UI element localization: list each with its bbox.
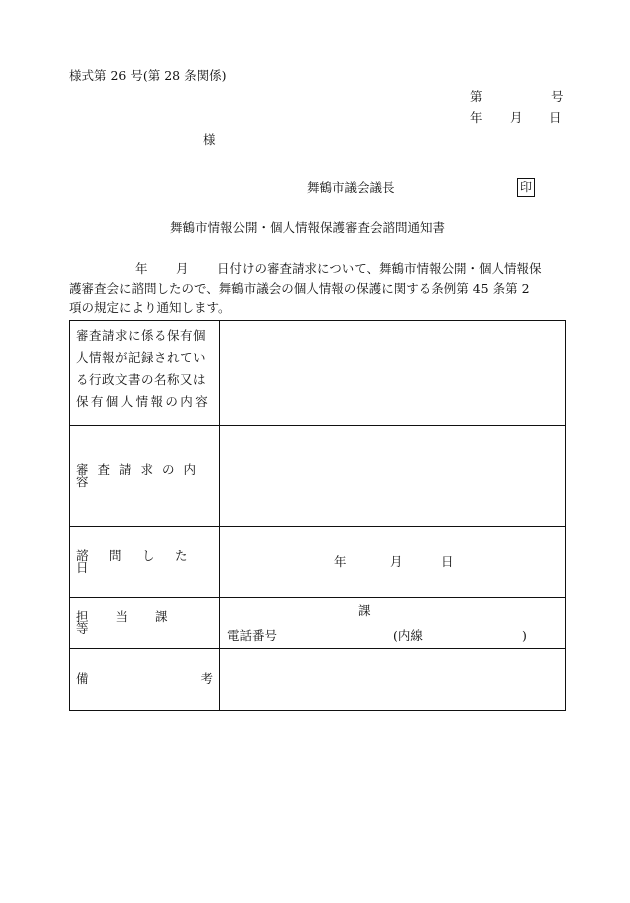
body-month: 月: [176, 261, 189, 276]
consult-date-day: 日: [441, 554, 454, 569]
row2-label: [76, 461, 213, 489]
consult-date-month: 月: [390, 554, 403, 569]
row1-label: [76, 325, 213, 413]
row1-label-line: る行政文書の名称又は: [76, 371, 207, 387]
row5-label-char: 考: [200, 670, 213, 686]
row4-label: [76, 608, 213, 636]
row5-label-text: [76, 668, 213, 690]
number-go: 号: [551, 89, 564, 104]
row1-label-line: 審査請求に係る保有個: [76, 327, 207, 343]
extension-close: ): [522, 628, 527, 643]
form-table: [69, 320, 566, 711]
section-suffix: 課: [358, 603, 371, 618]
addressee-suffix: 様: [203, 132, 216, 147]
sender-title: 舞鶴市議会議長: [307, 180, 395, 195]
row2-label-text: 審査請求の内容: [76, 461, 206, 489]
table-row-divider: [70, 648, 565, 649]
date-day: 日: [549, 110, 562, 125]
extension-open: (内線: [393, 628, 423, 643]
body-line-3: 項の規定により通知します。: [69, 300, 231, 315]
seal-box: 印: [517, 178, 535, 197]
row4-label-text: 担当課等: [76, 608, 195, 636]
table-row-divider: [70, 425, 565, 426]
form-number: 様式第 26 号(第 28 条関係): [69, 68, 227, 83]
row5-label: [76, 668, 213, 690]
table-column-divider: [219, 321, 220, 710]
row3-label: [76, 547, 213, 575]
table-row-divider: [70, 526, 565, 527]
table-row-divider: [70, 597, 565, 598]
date-year: 年: [470, 110, 483, 125]
body-year: 年: [135, 261, 148, 276]
consult-date-year: 年: [334, 554, 347, 569]
body-line-2: 護審査会に諮問したので、舞鶴市議会の個人情報の保護に関する条例第 45 条第 2: [69, 281, 530, 296]
row1-label-line: 人情報が記録されてい: [76, 349, 207, 365]
row5-label-char: 備: [76, 670, 89, 686]
row3-label-text: 諮問した日: [76, 547, 209, 575]
phone-label: 電話番号: [227, 628, 278, 643]
body-text-1: 日付けの審査請求について、舞鶴市情報公開・個人情報保: [217, 261, 542, 276]
row1-label-line: 保有個人情報の内容: [76, 393, 211, 409]
date-month: 月: [510, 110, 523, 125]
document-title: 舞鶴市情報公開・個人情報保護審査会諮問通知書: [170, 220, 446, 235]
number-dai: 第: [470, 89, 483, 104]
